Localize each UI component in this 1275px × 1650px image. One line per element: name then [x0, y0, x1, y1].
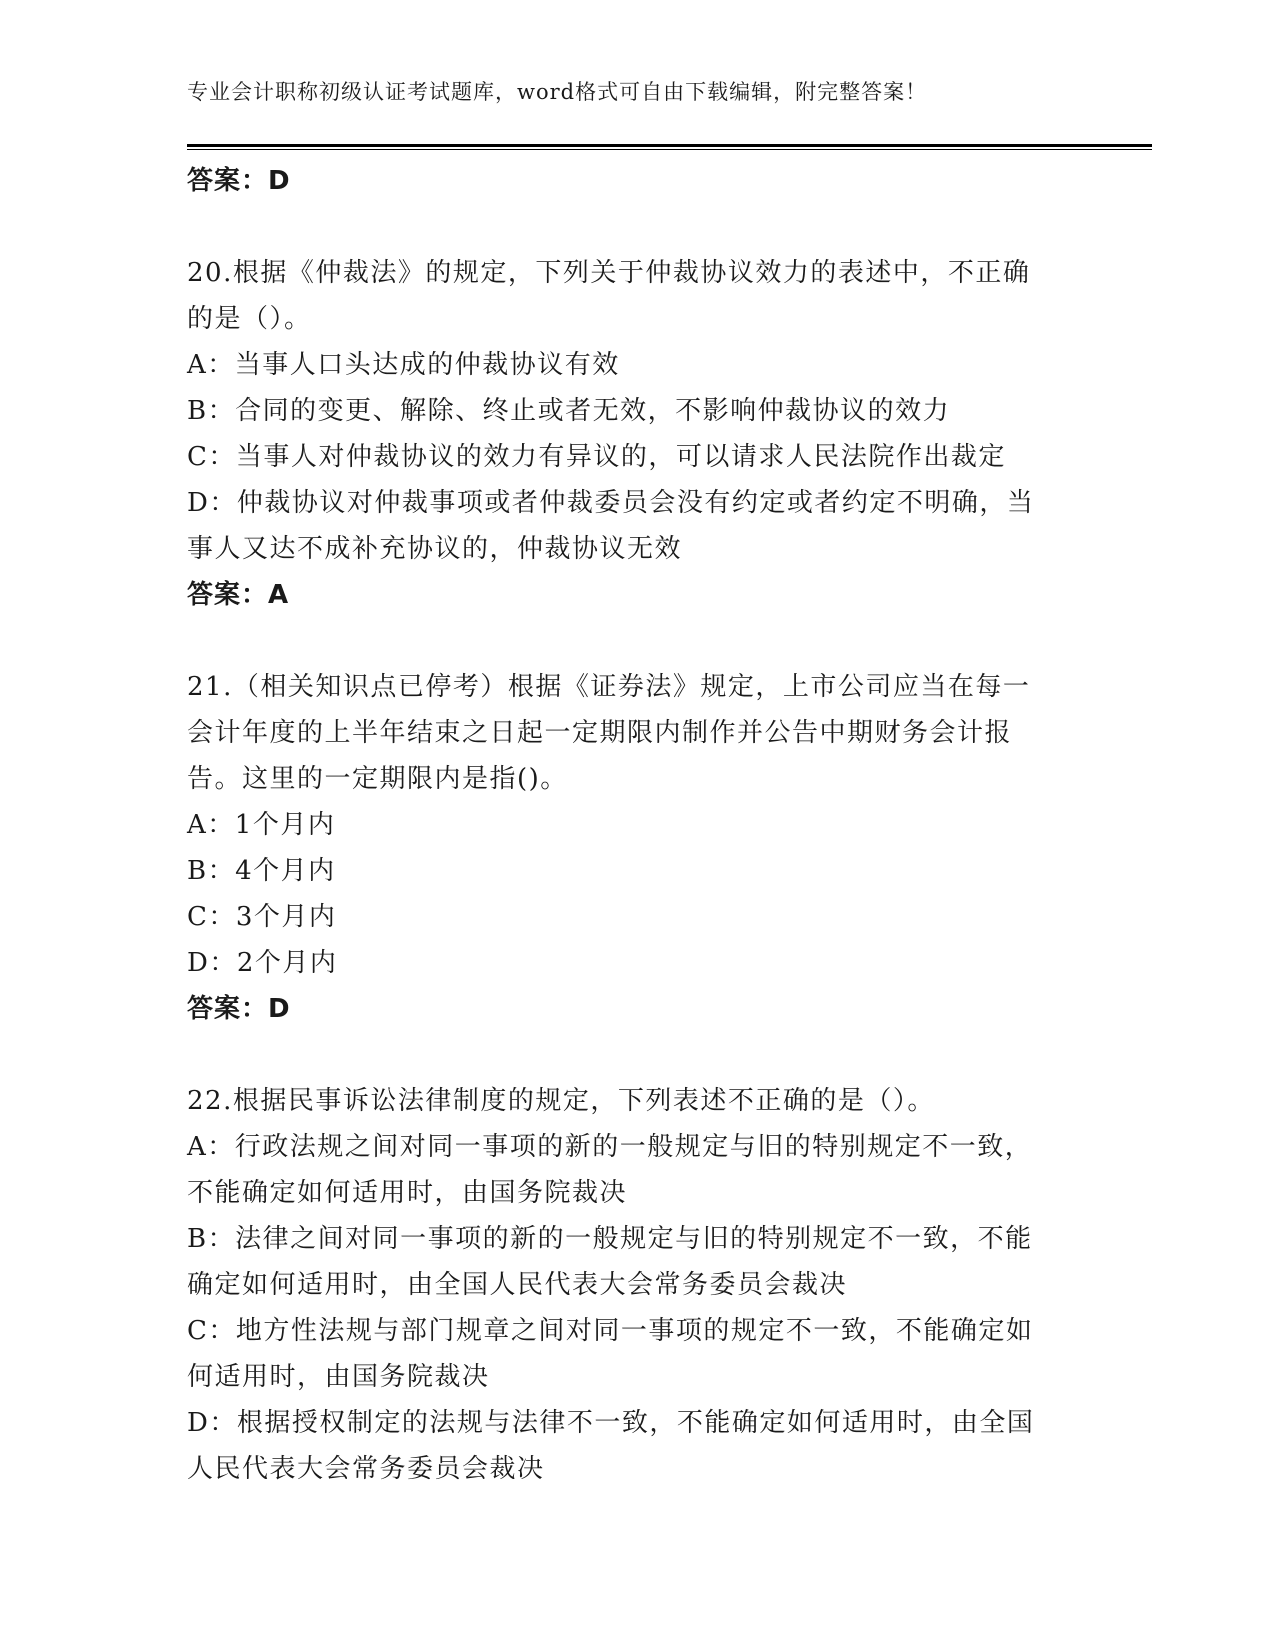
answer-line: 答案：A — [187, 580, 290, 610]
option-b-continued: 确定如何适用时，由全国人民代表大会常务委员会裁决 — [187, 1270, 848, 1300]
question-text-line: 20.根据《仲裁法》的规定，下列关于仲裁协议效力的表述中，不正确 — [187, 258, 1031, 288]
option-b: B：法律之间对同一事项的新的一般规定与旧的特别规定不一致，不能 — [187, 1224, 1033, 1254]
page-header: 专业会计职称初级认证考试题库，word格式可自由下载编辑，附完整答案！ — [187, 80, 928, 104]
option-c: C：3个月内 — [187, 902, 337, 932]
question-text-line: 告。这里的一定期限内是指()。 — [187, 764, 568, 794]
option-b: B：4个月内 — [187, 856, 336, 886]
answer-line: 答案：D — [187, 994, 291, 1024]
option-c-continued: 何适用时，由国务院裁决 — [187, 1362, 490, 1392]
question-block — [187, 1078, 1087, 1492]
question-block — [187, 664, 1087, 1032]
option-d-continued: 人民代表大会常务委员会裁决 — [187, 1454, 545, 1484]
option-d: D：仲裁协议对仲裁事项或者仲裁委员会没有约定或者约定不明确，当 — [187, 488, 1035, 518]
option-b: B：合同的变更、解除、终止或者无效，不影响仲裁协议的效力 — [187, 396, 951, 426]
option-d-continued: 事人又达不成补充协议的，仲裁协议无效 — [187, 534, 683, 564]
header-rule-thick — [187, 144, 1152, 147]
option-a-continued: 不能确定如何适用时，由国务院裁决 — [187, 1178, 628, 1208]
option-a: A：当事人口头达成的仲裁协议有效 — [187, 350, 620, 380]
option-a: A：1个月内 — [187, 810, 336, 840]
question-text-line: 的是（）。 — [187, 304, 312, 334]
question-text-line: 21.（相关知识点已停考）根据《证券法》规定，上市公司应当在每一 — [187, 672, 1031, 702]
option-d: D：根据授权制定的法规与法律不一致，不能确定如何适用时，由全国 — [187, 1408, 1035, 1438]
question-text-line: 会计年度的上半年结束之日起一定期限内制作并公告中期财务会计报 — [187, 718, 1013, 748]
spacer — [187, 1032, 1087, 1078]
option-c: C：地方性法规与部门规章之间对同一事项的规定不一致，不能确定如 — [187, 1316, 1034, 1346]
spacer — [187, 618, 1087, 664]
header-rule-thin — [187, 149, 1152, 150]
answer-line: 答案：D — [187, 166, 291, 196]
option-a: A：行政法规之间对同一事项的新的一般规定与旧的特别规定不一致， — [187, 1132, 1033, 1162]
spacer — [187, 204, 1087, 250]
question-block — [187, 250, 1087, 618]
question-text-line: 22.根据民事诉讼法律制度的规定，下列表述不正确的是（）。 — [187, 1086, 935, 1116]
option-c: C：当事人对仲裁协议的效力有异议的，可以请求人民法院作出裁定 — [187, 442, 1006, 472]
document-body — [187, 158, 1087, 1492]
option-d: D：2个月内 — [187, 948, 338, 978]
